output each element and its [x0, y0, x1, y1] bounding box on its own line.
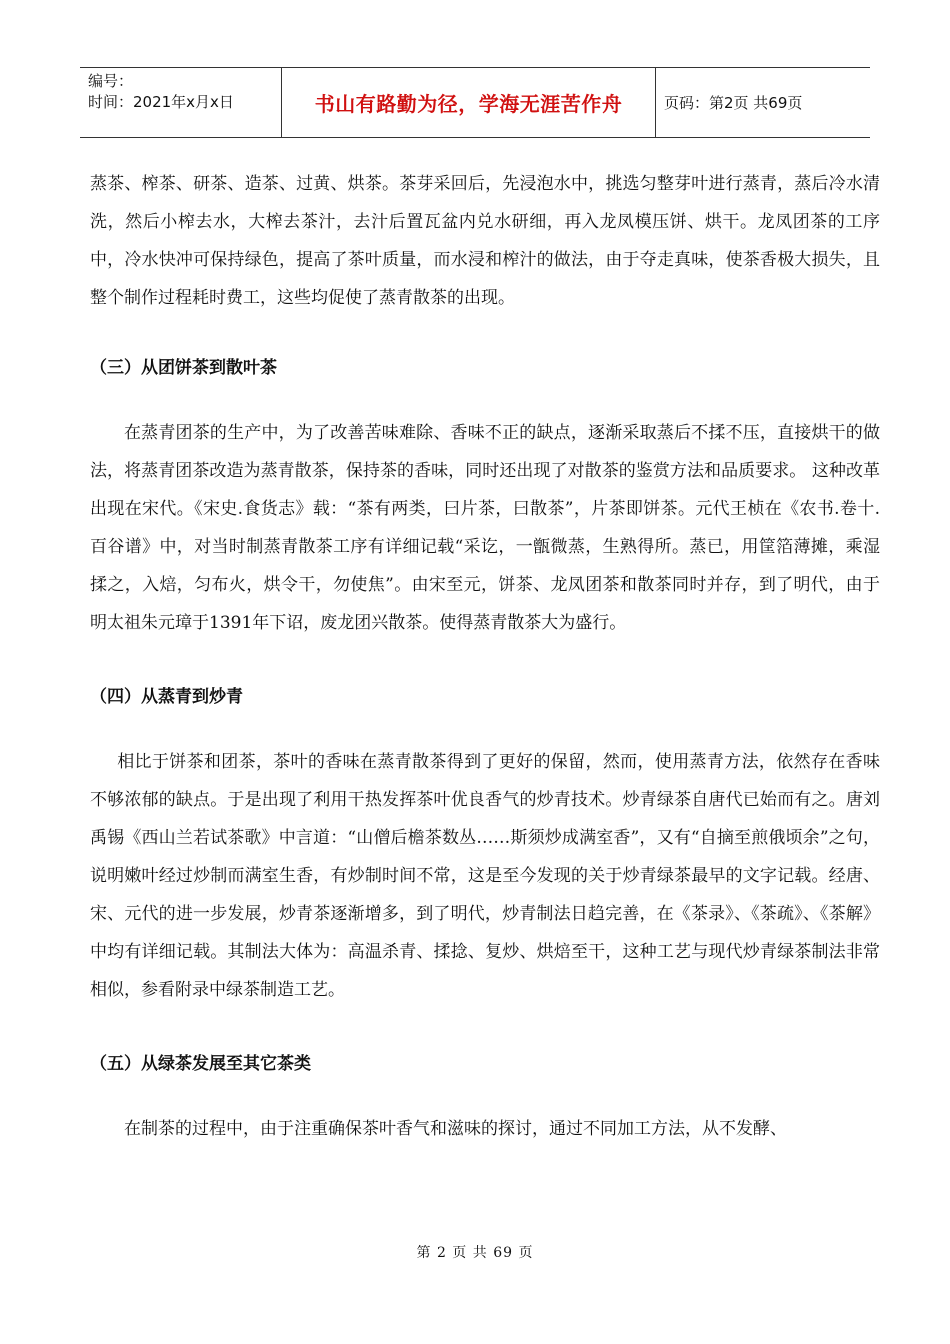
document-body — [90, 165, 880, 1148]
paragraph-3: 相比于饼茶和团茶，茶叶的香味在蒸青散茶得到了更好的保留，然而，使用蒸青方法，依然存在香味不够浓郁的缺点。于是出现了利用干热发挥茶叶优良香气的炒青技术。炒青绿茶自唐代已始而有之。唐刘禹锡《西山兰若试茶歌》中言道：“山僧后檐茶数丛……斯须炒成满室香”，又有“自摘至煎俄顷余”之句，说明嫩叶经过炒制而满室生香，有炒制时间不常，这是至今发现的关于炒青绿茶最早的文字记载。经唐、宋、元代的进一步发展，炒青茶逐渐增多，到了明代，炒青制法日趋完善，在《茶录》、《茶疏》、《茶解》中均有详细记载。其制法大体为：高温杀青、揉捻、复炒、烘焙至干，这种工艺与现代炒青绿茶制法非常相似，参看附录中绿茶制造工艺。 — [90, 752, 880, 1000]
section-heading-4: （四）从蒸青到炒青 — [90, 687, 243, 707]
header-page-info: 页码：第2页 共69页 — [664, 94, 803, 112]
header-motto-cell — [282, 68, 656, 137]
page-header — [80, 67, 870, 138]
header-page-info-cell — [656, 68, 870, 137]
paragraph-1: 蒸茶、榨茶、研茶、造茶、过黄、烘茶。茶芽采回后，先浸泡水中，挑选匀整芽叶进行蒸青，蒸后冷水清洗，然后小榨去水，大榨去茶汁，去汁后置瓦盆内兑水研细，再入龙凤模压饼、烘干。龙凤团茶的工序中，冷水快冲可保持绿色，提高了茶叶质量，而水浸和榨汁的做法，由于夺走真味，使茶香极大损失，且整个制作过程耗时费工，这些均促使了蒸青散茶的出现。 — [90, 174, 880, 308]
section-heading-3: （三）从团饼茶到散叶茶 — [90, 358, 277, 378]
header-motto: 书山有路勤为径，学海无涯苦作舟 — [314, 92, 623, 116]
page-footer: 第 2 页 共 69 页 — [416, 1245, 534, 1261]
date-label: 时间：2021年x月x日 — [88, 93, 234, 111]
section-heading-5: （五）从绿茶发展至其它茶类 — [90, 1054, 311, 1074]
paragraph-4: 在制茶的过程中，由于注重确保茶叶香气和滋味的探讨，通过不同加工方法，从不发酵、 — [124, 1119, 787, 1139]
paragraph-2: 在蒸青团茶的生产中，为了改善苦味难除、香味不正的缺点，逐渐采取蒸后不揉不压，直接烘干的做法，将蒸青团茶改造为蒸青散茶，保持茶的香味，同时还出现了对散茶的鉴赏方法和品质要求。 这种改革出现在宋代。《宋史.食货志》载：“茶有两类，曰片茶，曰散茶”，片茶即饼茶。元代王桢在《农书.卷十.百谷谱》中，对当时制蒸青散茶工序有详细记载“采讫，一甑微蒸，生熟得所。蒸已，用筐箔薄摊，乘湿揉之，入焙，匀布火，烘令干，勿使焦”。由宋至元，饼茶、龙凤团茶和散茶同时并存，到了明代，由于明太祖朱元璋于1391年下诏，废龙团兴散茶。使得蒸青散茶大为盛行。 — [90, 423, 880, 633]
header-meta — [80, 68, 282, 137]
number-label: 编号： — [88, 72, 134, 90]
